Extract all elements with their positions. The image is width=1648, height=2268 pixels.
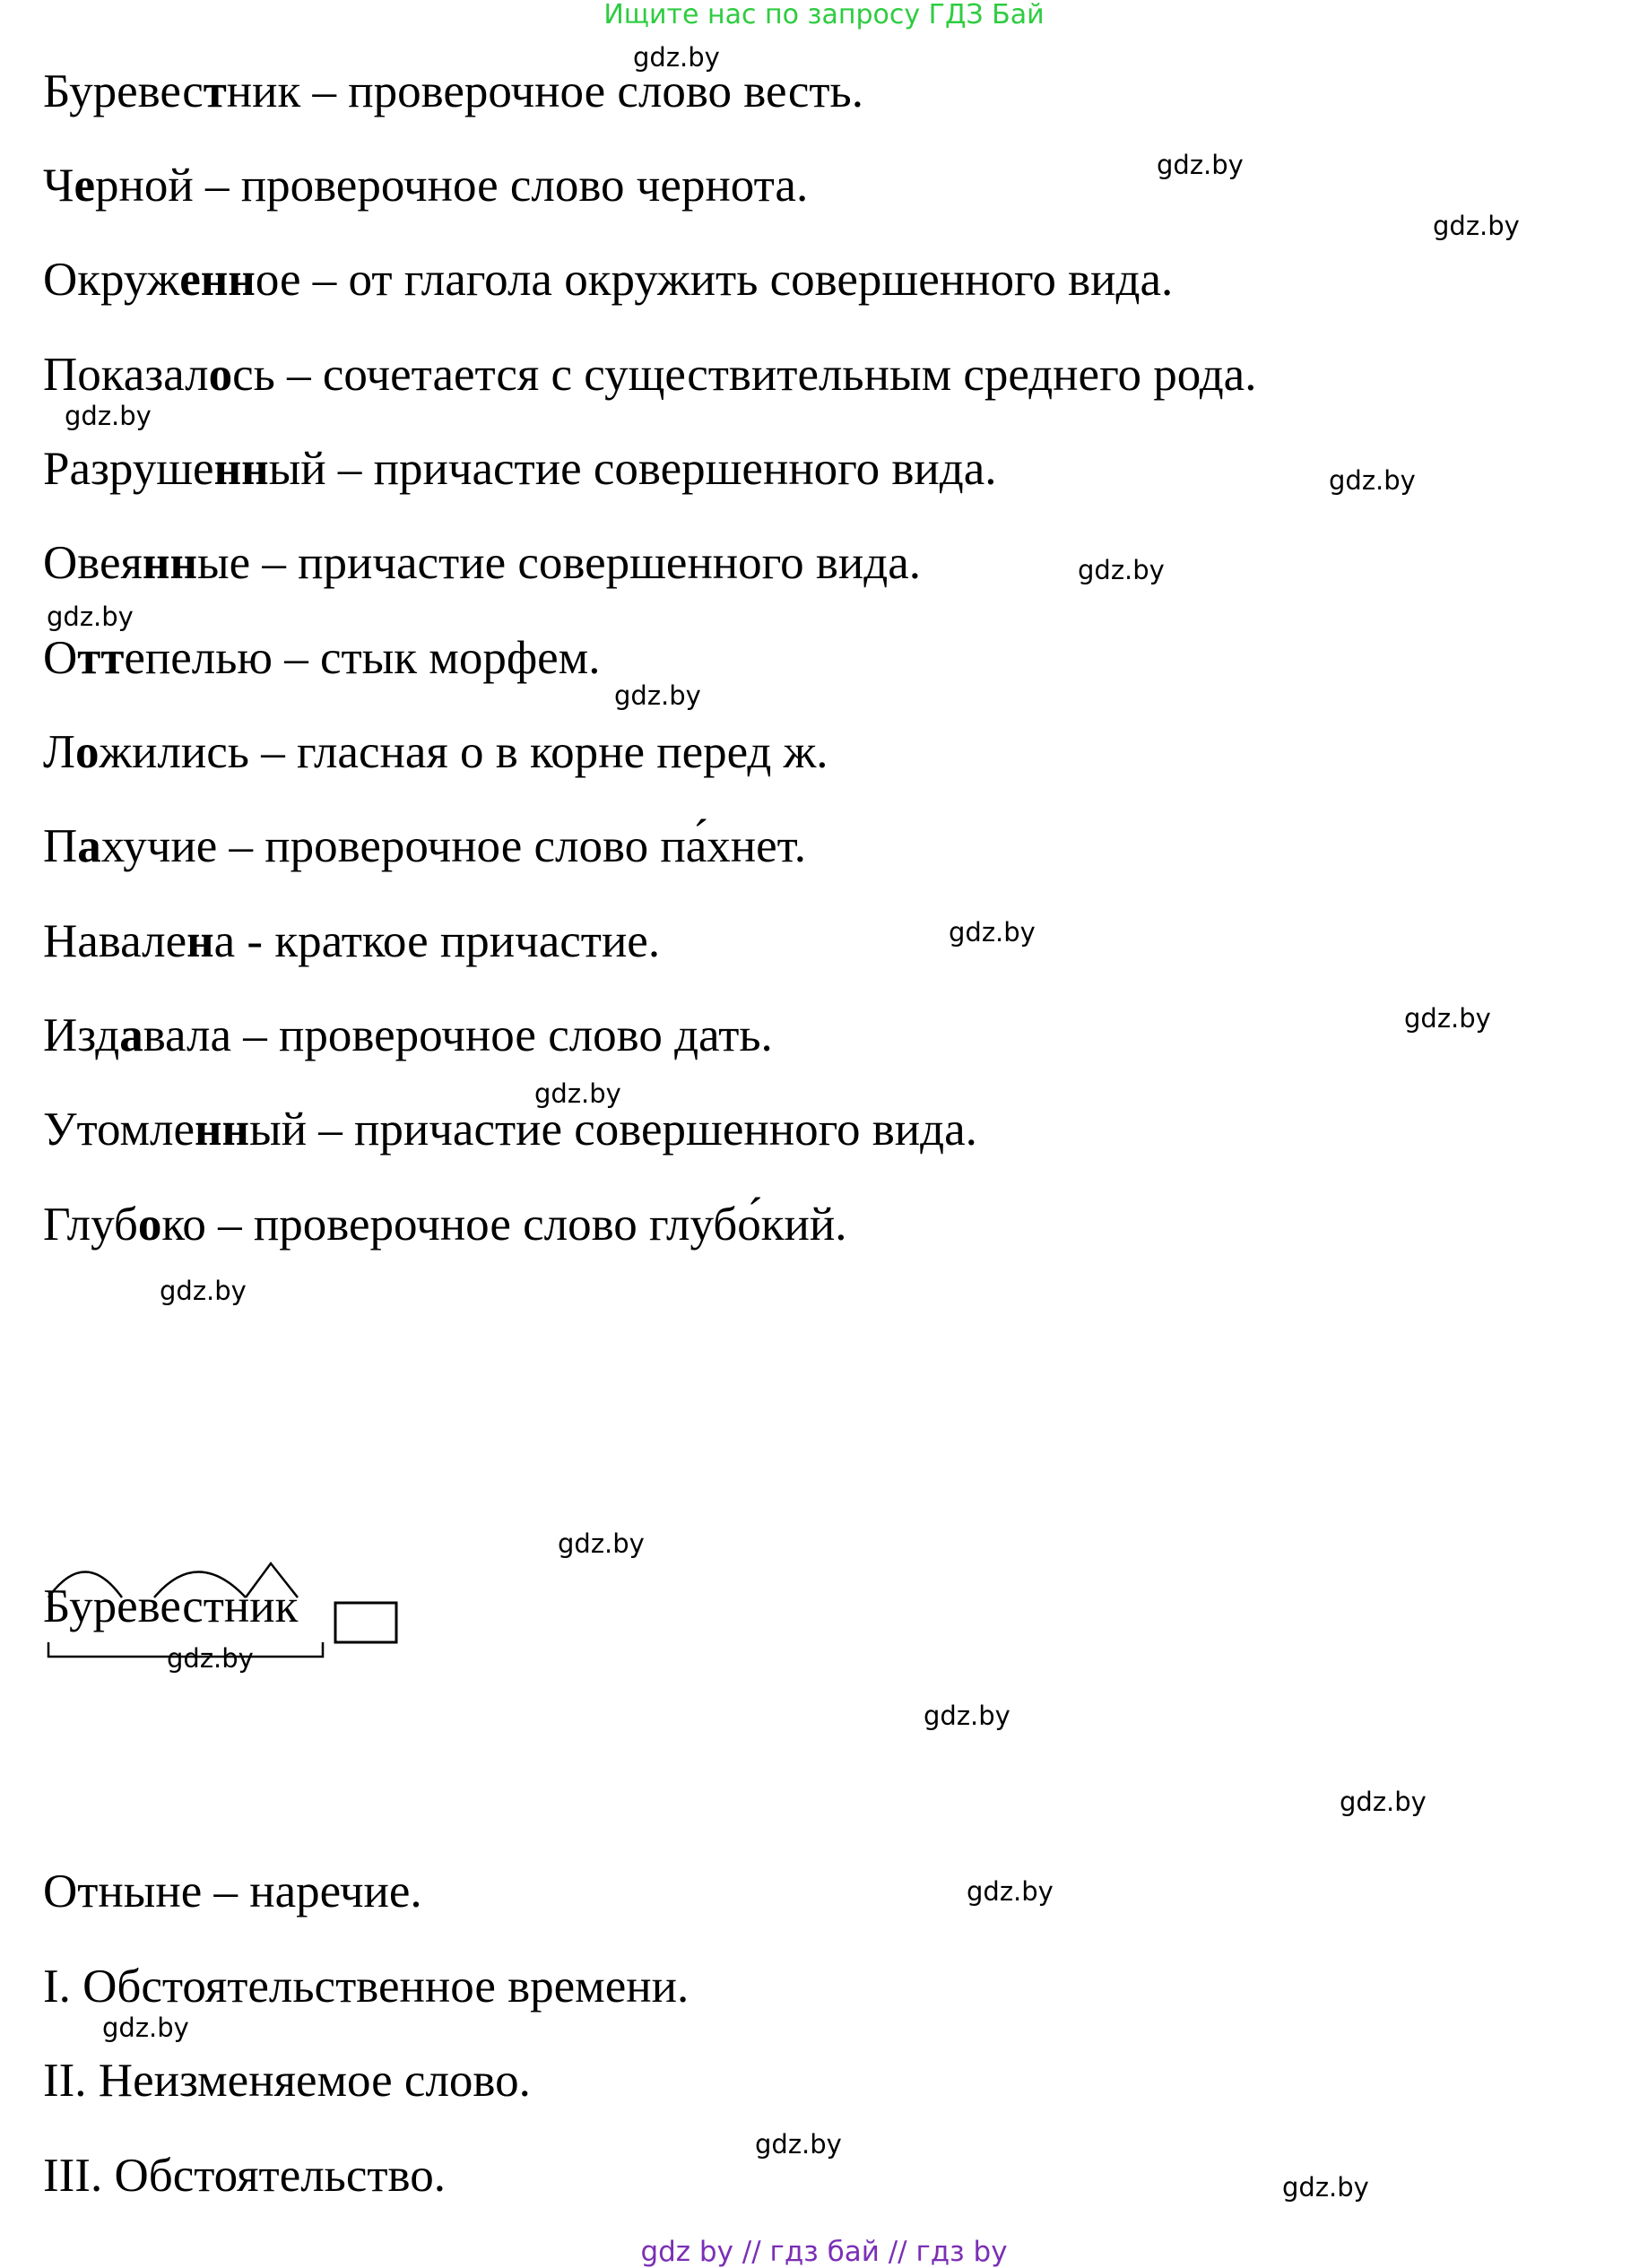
line-text: жились – гласная о в корне перед ж.	[99, 726, 828, 778]
highlighted-letters: нн	[195, 1104, 250, 1156]
watermark: gdz.by	[949, 917, 1036, 948]
watermark: gdz.by	[633, 42, 720, 73]
line-text: Показал	[43, 349, 209, 401]
watermark: gdz.by	[1282, 2172, 1369, 2203]
line-text: Изд	[43, 1009, 120, 1061]
text-line	[43, 348, 1256, 402]
highlighted-letters: о	[74, 726, 100, 778]
text-line	[43, 253, 1173, 307]
text-line	[43, 159, 808, 212]
line-text: П	[43, 820, 78, 872]
watermark: gdz.by	[167, 1643, 254, 1674]
analysis-item: III. Обстоятельство.	[43, 2150, 446, 2202]
text-line	[43, 65, 863, 118]
line-text: Буревес	[43, 65, 204, 117]
header-banner[interactable]: Ищите нас по запросу ГДЗ Бай	[603, 0, 1045, 30]
highlighted-letters: нн	[142, 537, 197, 589]
watermark: gdz.by	[1340, 1787, 1427, 1817]
line-text: рной – проверочное слово чернота.	[94, 160, 809, 212]
analysis-item: I. Обстоятельственное времени.	[43, 1961, 690, 2013]
watermark: gdz.by	[1433, 211, 1520, 241]
text-line	[43, 536, 921, 590]
line-text: вала – проверочное слово дать.	[143, 1009, 773, 1061]
watermark: gdz.by	[1329, 465, 1416, 496]
line-text: Л	[43, 726, 75, 778]
line-text: Овея	[43, 537, 143, 589]
ending-box	[335, 1603, 396, 1642]
line-text: ый – причастие совершенного вида.	[249, 1104, 977, 1156]
line-text: Ч	[43, 160, 74, 212]
line-text: ый – причастие совершенного вида.	[268, 443, 997, 495]
highlighted-letters: о	[137, 1199, 162, 1251]
watermark: gdz.by	[614, 680, 701, 711]
text-line	[43, 725, 828, 779]
highlighted-letters: а	[119, 1009, 143, 1061]
line-text: О	[43, 632, 78, 684]
line-text: ое – от глагола окружить совершенного вида.	[255, 254, 1174, 306]
footer-links[interactable]: gdz by // гдз бай // гдз by	[640, 2236, 1008, 2268]
highlighted-letters: тт	[77, 632, 125, 684]
line-text: епелью – стык морфем.	[124, 632, 601, 684]
text-line	[43, 914, 660, 968]
watermark: gdz.by	[1157, 150, 1244, 180]
watermark: gdz.by	[558, 1528, 645, 1559]
line-text: сь – сочетается с существительным среднего рода.	[232, 349, 1257, 401]
text-line	[43, 1008, 773, 1062]
watermark: gdz.by	[967, 1876, 1054, 1907]
highlighted-letters: нн	[213, 443, 269, 495]
text-line	[43, 1103, 977, 1156]
watermark: gdz.by	[102, 2013, 189, 2043]
watermark: gdz.by	[924, 1701, 1010, 1731]
highlighted-letters: а	[77, 820, 101, 872]
line-text: Утомле	[43, 1104, 195, 1156]
line-text: а - краткое причастие.	[213, 915, 661, 967]
line-text: Глуб	[43, 1199, 138, 1251]
text-line	[43, 631, 600, 685]
highlighted-letters: енн	[179, 254, 256, 306]
watermark: gdz.by	[160, 1276, 247, 1306]
text-line	[43, 1198, 846, 1251]
text-line	[43, 819, 806, 873]
analysis-title: Отныне – наречие.	[43, 1865, 422, 1917]
line-text: хучие – проверочное слово па́хнет.	[100, 820, 807, 872]
highlighted-letters: н	[186, 915, 214, 967]
watermark: gdz.by	[47, 602, 134, 632]
highlighted-letters: е	[74, 160, 95, 212]
watermark: gdz.by	[534, 1078, 621, 1109]
line-text: ник – проверочное слово весть.	[226, 65, 863, 117]
watermark: gdz.by	[1404, 1003, 1491, 1034]
watermark: gdz.by	[1078, 555, 1165, 585]
line-text: ко – проверочное слово глубо́кий.	[161, 1199, 847, 1251]
line-text: Разруше	[43, 443, 214, 495]
watermark: gdz.by	[65, 401, 152, 431]
text-line	[43, 442, 996, 496]
analysis-item: II. Неизменяемое слово.	[43, 2055, 531, 2107]
line-text: ые – причастие совершенного вида.	[196, 537, 921, 589]
highlighted-letters: т	[203, 65, 227, 117]
highlighted-letters: о	[208, 349, 233, 401]
watermark: gdz.by	[755, 2129, 842, 2160]
line-text: Навале	[43, 915, 187, 967]
line-text: Окруж	[43, 254, 180, 306]
morpheme-word: Буревестник	[43, 1580, 299, 1632]
